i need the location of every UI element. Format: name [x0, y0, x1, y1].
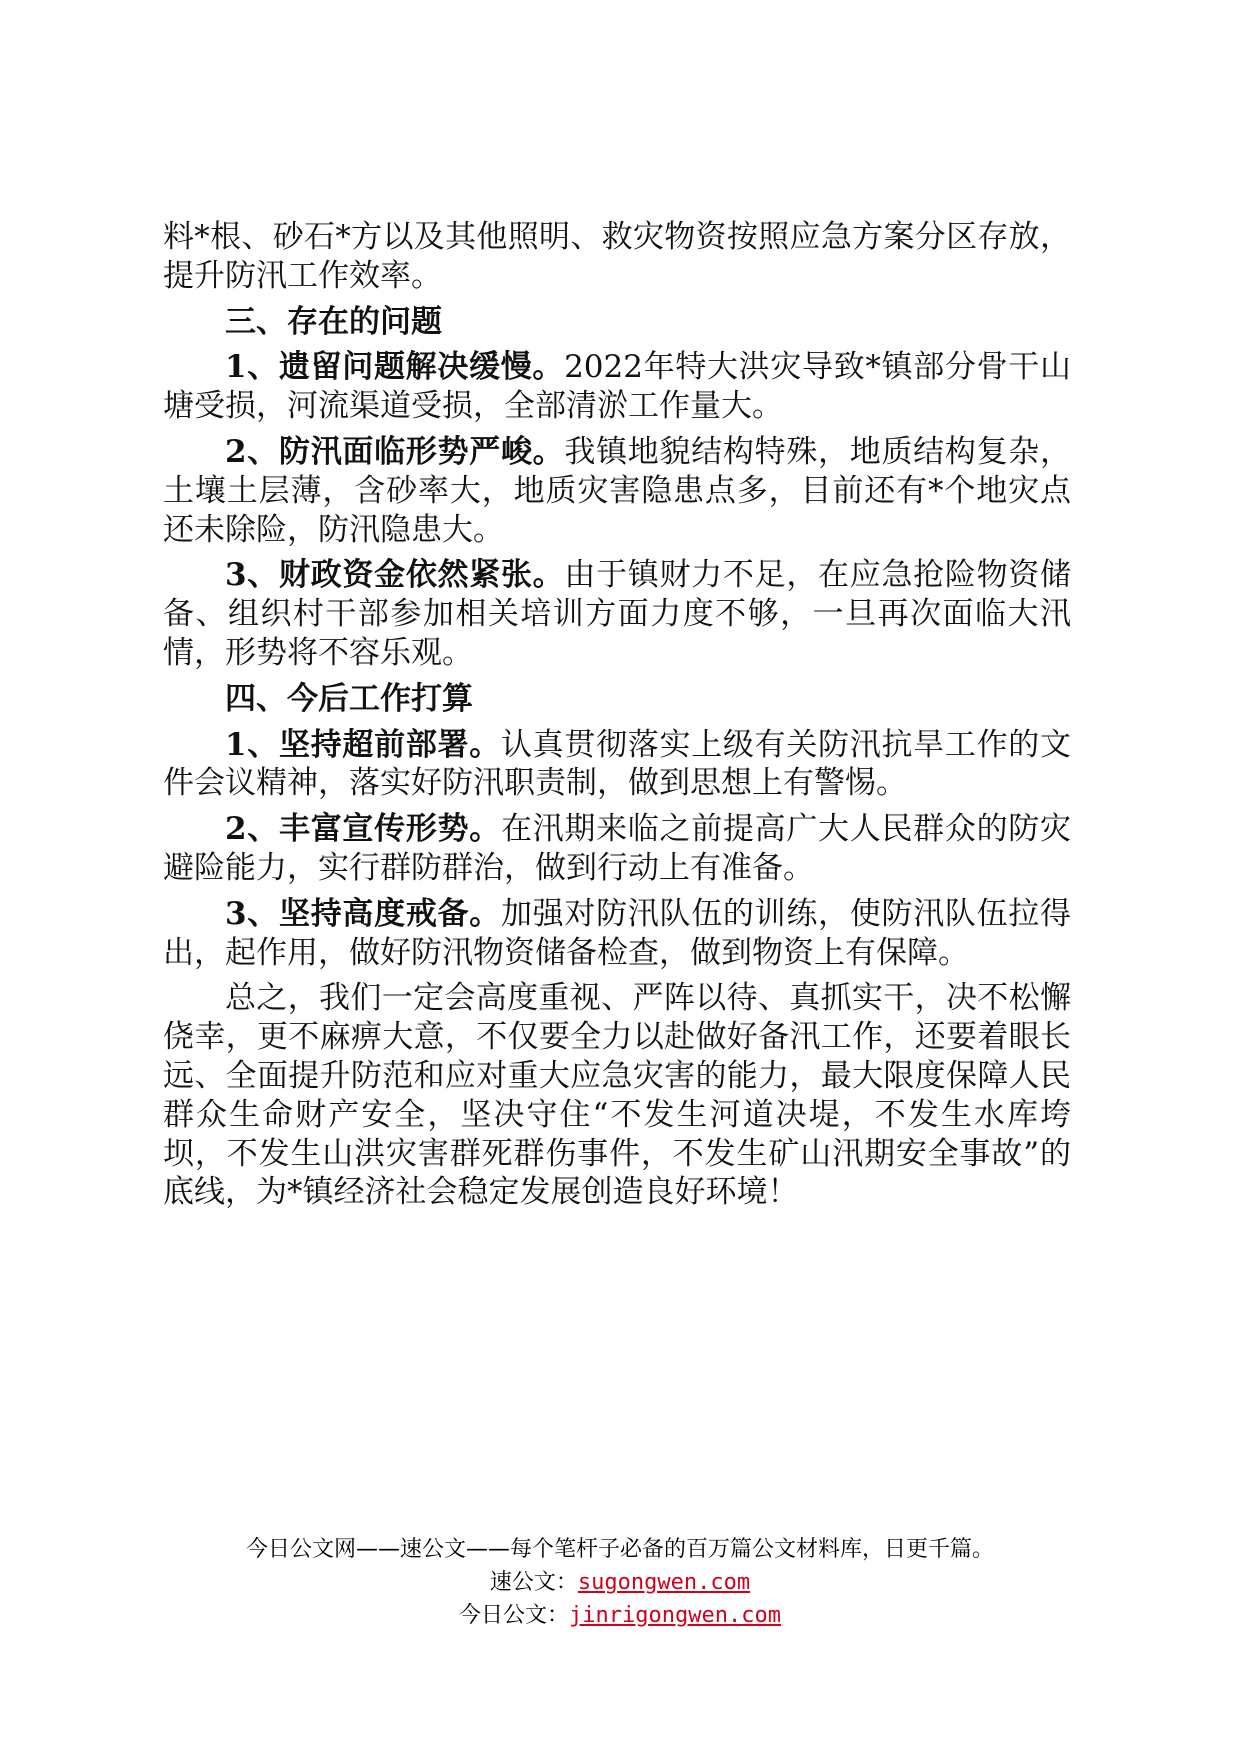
paragraph-plan-2	[163, 810, 1071, 888]
paragraph-text: 我镇地貌结构特殊，地质结构复杂，土壤土层薄，含砂率大，地质灾害隐患点多，目前还有*个地灾点还未除险，防汛隐患大。	[163, 433, 1072, 548]
paragraph-problem-1	[163, 348, 1071, 426]
paragraph-text: 在汛期来临之前提高广大人民群众的防灾避险能力，实行群防群治，做到行动上有准备。	[163, 811, 1071, 886]
paragraph-lead: 3、财政资金依然紧张。	[225, 557, 565, 594]
footer-site-label: 速公文：	[489, 1570, 578, 1595]
paragraph-text: 2022年特大洪灾导致*镇部分骨干山塘受损，河流渠道受损，全部清淤工作量大。	[163, 349, 1071, 425]
paragraph-text: 认真贯彻落实上级有关防汛抗旱工作的文件会议精神，落实好防汛职责制，做到思想上有警惕。	[163, 726, 1071, 802]
paragraph-text: 加强对防汛队伍的训练，使防汛队伍拉得出，起作用，做好防汛物资储备检查，做到物资上有保障。	[163, 895, 1071, 971]
footer-link-jinrigongwen[interactable]: jinrigongwen.com	[569, 1603, 781, 1628]
paragraph-lead: 1、遗留问题解决缓慢。	[225, 349, 565, 386]
paragraph-conclusion: 总之，我们一定会高度重视、严阵以待、真抓实干，决不松懈侥幸，更不麻痹大意，不仅要全力以赴做好备汛工作，还要着眼长远、全面提升防范和应对重大应急灾害的能力，最大限度保障人民群众生命财产安全，坚决守住“不发生河道决堤，不发生水库垮坝，不发生山洪灾害群死群伤事件，不发生矿山汛期安全事故”的底线，为*镇经济社会稳定发展创造良好环境！	[163, 980, 1071, 1211]
paragraph-plan-3	[163, 895, 1071, 973]
paragraph-lead: 1、坚持超前部署。	[225, 726, 501, 763]
paragraph-problem-2	[163, 433, 1071, 549]
paragraph-lead: 2、丰富宣传形势。	[225, 811, 501, 848]
paragraph-lead: 2、防汛面临形势严峻。	[225, 433, 565, 470]
footer-link-sugongwen[interactable]: sugongwen.com	[577, 1570, 751, 1595]
document-body	[163, 218, 1071, 1219]
footer-site-1	[0, 1565, 1240, 1596]
paragraph-continuation: 料*根、砂石*方以及其他照明、救灾物资按照应急方案分区存放，提升防汛工作效率。	[163, 219, 1071, 294]
section-heading-plans: 四、今后工作打算	[225, 680, 473, 717]
paragraph-text: 由于镇财力不足，在应急抢险物资储备、组织村干部参加相关培训方面力度不够，一旦再次面临大汛情，形势将不容乐观。	[163, 557, 1072, 671]
footer-site-2	[0, 1598, 1240, 1629]
footer-site-label: 今日公文：	[459, 1603, 570, 1628]
paragraph-problem-3	[163, 556, 1071, 672]
footer-slogan: 今日公文网——速公文——每个笔杆子必备的百万篇公文材料库，日更千篇。	[245, 1537, 994, 1562]
paragraph-lead: 3、坚持高度戒备。	[225, 895, 501, 932]
section-heading-problems: 三、存在的问题	[225, 303, 442, 340]
paragraph-plan-1	[163, 726, 1071, 804]
